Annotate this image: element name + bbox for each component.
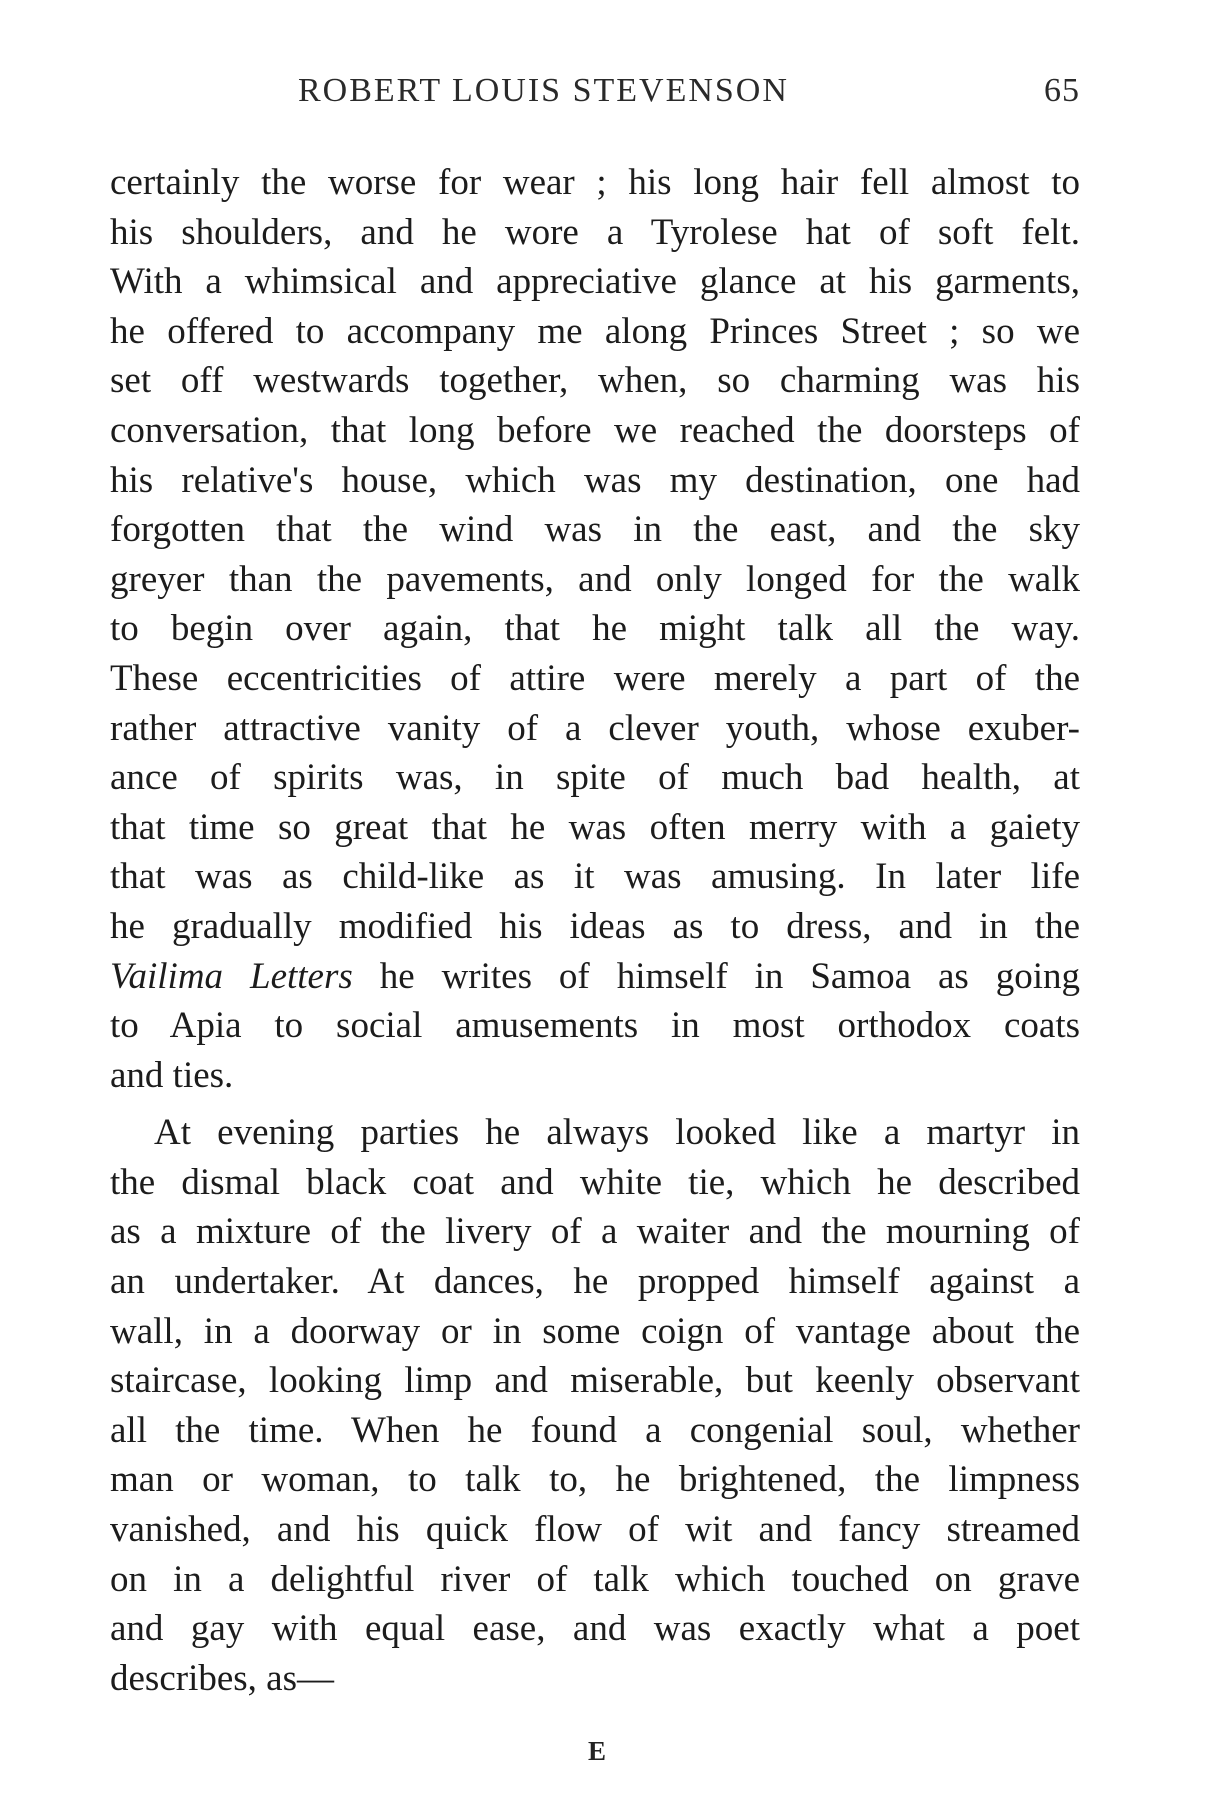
text-line: that time so great that he was often merry with a gaiety <box>110 806 1080 848</box>
text-line: that was as child-like as it was amusing. In later life <box>110 856 1080 898</box>
text-line: and gay with equal ease, and was exactly what a poet <box>110 1608 1080 1650</box>
text-line: staircase, looking limp and miserable, but keenly observant <box>110 1360 1080 1402</box>
text-line: he offered to accompany me along Princes Street ; so we <box>110 310 1080 352</box>
text-line: he gradually modified his ideas as to dress, and in the <box>110 905 1080 947</box>
text-line: as a mixture of the livery of a waiter and the mourning of <box>110 1211 1080 1253</box>
text-line: greyer than the pavements, and only longed for the walk <box>110 558 1080 600</box>
text-segment: he writes of himself in Samoa as going <box>352 955 1080 997</box>
body-text <box>110 158 1080 1703</box>
text-line: describes, as— <box>110 1657 334 1699</box>
text-line: wall, in a doorway or in some coign of vantage about the <box>110 1310 1080 1352</box>
text-line: to begin over again, that he might talk all the way. <box>110 608 1080 650</box>
page-header <box>110 72 1080 124</box>
text-line: the dismal black coat and white tie, which he described <box>110 1161 1080 1203</box>
text-line: certainly the worse for wear ; his long hair fell almost to <box>110 162 1080 203</box>
text-line: With a whimsical and appreciative glance at his garments, <box>110 261 1080 303</box>
text-line: an undertaker. At dances, he propped himself against a <box>110 1261 1080 1303</box>
text-line: These eccentricities of attire were merely a part of the <box>110 657 1080 699</box>
paragraph-2 <box>110 1108 1080 1703</box>
text-line: all the time. When he found a congenial soul, whether <box>110 1409 1080 1451</box>
page-number: 65 <box>1044 72 1080 109</box>
text-line: his shoulders, and he wore a Tyrolese hat of soft felt. <box>110 211 1080 253</box>
text-line: forgotten that the wind was in the east, and the sky <box>110 509 1080 551</box>
text-line: to Apia to social amusements in most orthodox coats <box>110 1005 1080 1047</box>
paragraph-1 <box>110 158 1080 1100</box>
text-line: set off westwards together, when, so charming was his <box>110 360 1080 402</box>
text-line: conversation, that long before we reached the doorsteps of <box>110 409 1080 451</box>
text-line: ance of spirits was, in spite of much bad health, at <box>110 757 1080 799</box>
signature-mark: E <box>588 1736 607 1766</box>
text-line: and ties. <box>110 1054 234 1096</box>
text-line: vanished, and his quick flow of wit and fancy streamed <box>110 1509 1080 1551</box>
text-line: man or woman, to talk to, he brightened, the limpness <box>110 1459 1080 1501</box>
paragraph-gap <box>110 1100 1080 1108</box>
text-line: on in a delightful river of talk which touched on grave <box>110 1558 1080 1600</box>
text-line: his relative's house, which was my destination, one had <box>110 459 1080 501</box>
text-line: At evening parties he always looked like a martyr in <box>154 1112 1080 1154</box>
running-head: ROBERT LOUIS STEVENSON <box>298 72 789 109</box>
book-title-italic: Vailima Letters <box>110 955 353 997</box>
text-line: rather attractive vanity of a clever youth, whose exuber- <box>110 707 1080 749</box>
text-line-with-title <box>110 952 1080 1002</box>
